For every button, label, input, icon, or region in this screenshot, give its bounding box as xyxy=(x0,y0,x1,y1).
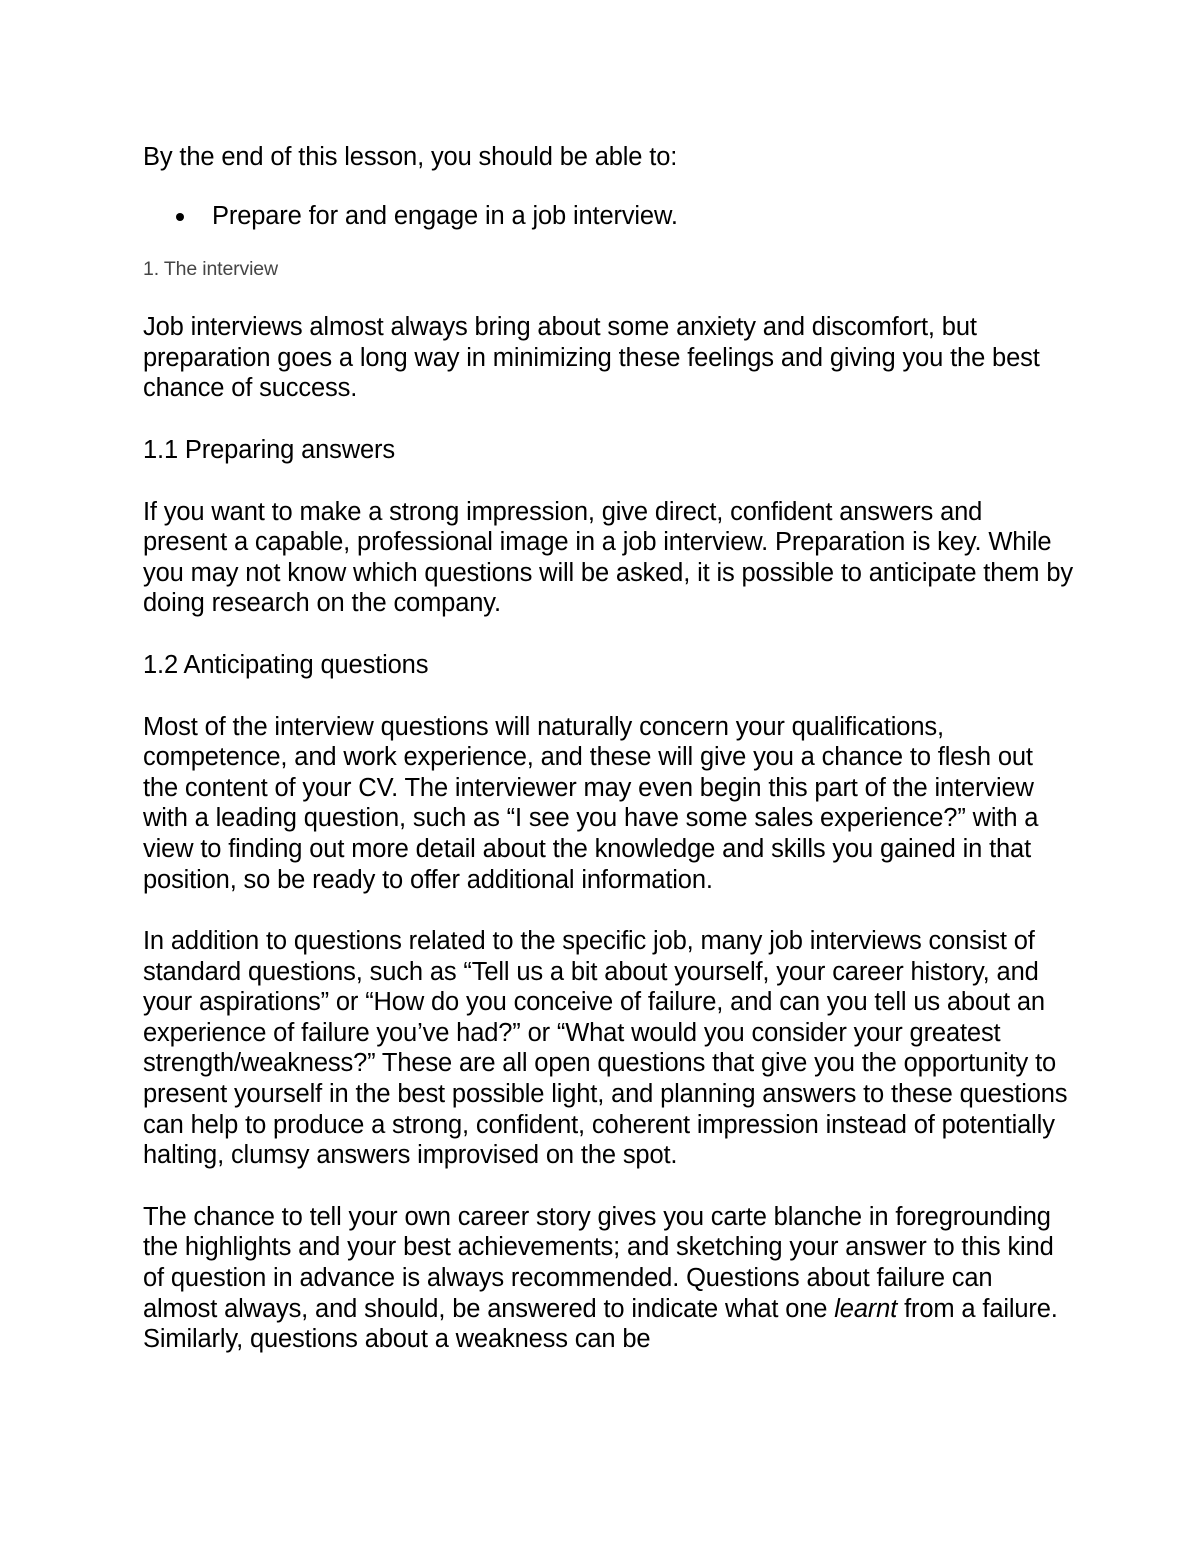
emphasized-word: learnt xyxy=(834,1294,898,1323)
document-body xyxy=(143,142,1073,1355)
subsection-paragraph-anticipating-2: In addition to questions related to the specific job, many job interviews consist of standard questions, such as “Tell us a bit about yourself, your career history, and your aspirations” or “How do you conceive of failure, and can you tell us about an experience of failure you’ve had?” or “What would you consider your greatest strength/weakness?” These are all open questions that give you the opportunity to present yourself in the best possible light, and planning answers to these questions can help to produce a strong, confident, coherent impression instead of potentially halting, clumsy answers improvised on the spot. xyxy=(143,927,1068,1170)
subsection-paragraph-anticipating-3 xyxy=(143,1202,1073,1355)
lesson-intro: By the end of this lesson, you should be able to: xyxy=(143,143,678,171)
paragraph-text-after-emphasis: from a failure. Similarly, questions about a weakness can be xyxy=(143,1294,1058,1354)
section-paragraph: Job interviews almost always bring about some anxiety and discomfort, but preparation goes a long way in minimizing these feelings and giving you the best chance of success. xyxy=(143,313,1040,403)
objective-item xyxy=(143,201,1073,232)
objectives-list xyxy=(143,201,1073,232)
objective-text: Prepare for and engage in a job interview. xyxy=(212,201,678,230)
subsection-paragraph-preparing-answers: If you want to make a strong impression, give direct, confident answers and present a capable, professional image in a job interview. Preparation is key. While you may not know which questions will be asked, it is possible to anticipate them by doing research on the company. xyxy=(143,497,1073,618)
subsection-title-preparing-answers: 1.1 Preparing answers xyxy=(143,435,395,464)
subsection-paragraph-anticipating-1: Most of the interview questions will naturally concern your qualifications, competence, and work experience, and these will give you a chance to flesh out the content of your CV. The interviewer may even begin this part of the interview with a leading question, such as “I see you have some sales experience?” with a view to finding out more detail about the knowledge and skills you gained in that position, so be ready to offer additional information. xyxy=(143,712,1039,894)
subsection-title-anticipating-questions: 1.2 Anticipating questions xyxy=(143,650,429,679)
section-title: 1. The interview xyxy=(143,258,278,281)
bullet-icon xyxy=(176,213,184,221)
paragraph-text-before-emphasis: The chance to tell your own career story gives you carte blanche in foregrounding the highlights and your best achievements; and sketching your answer to this kind of question in advance is always recommended. Questions about failure can almost always, and should, be answered to indicate what one xyxy=(143,1202,1054,1323)
